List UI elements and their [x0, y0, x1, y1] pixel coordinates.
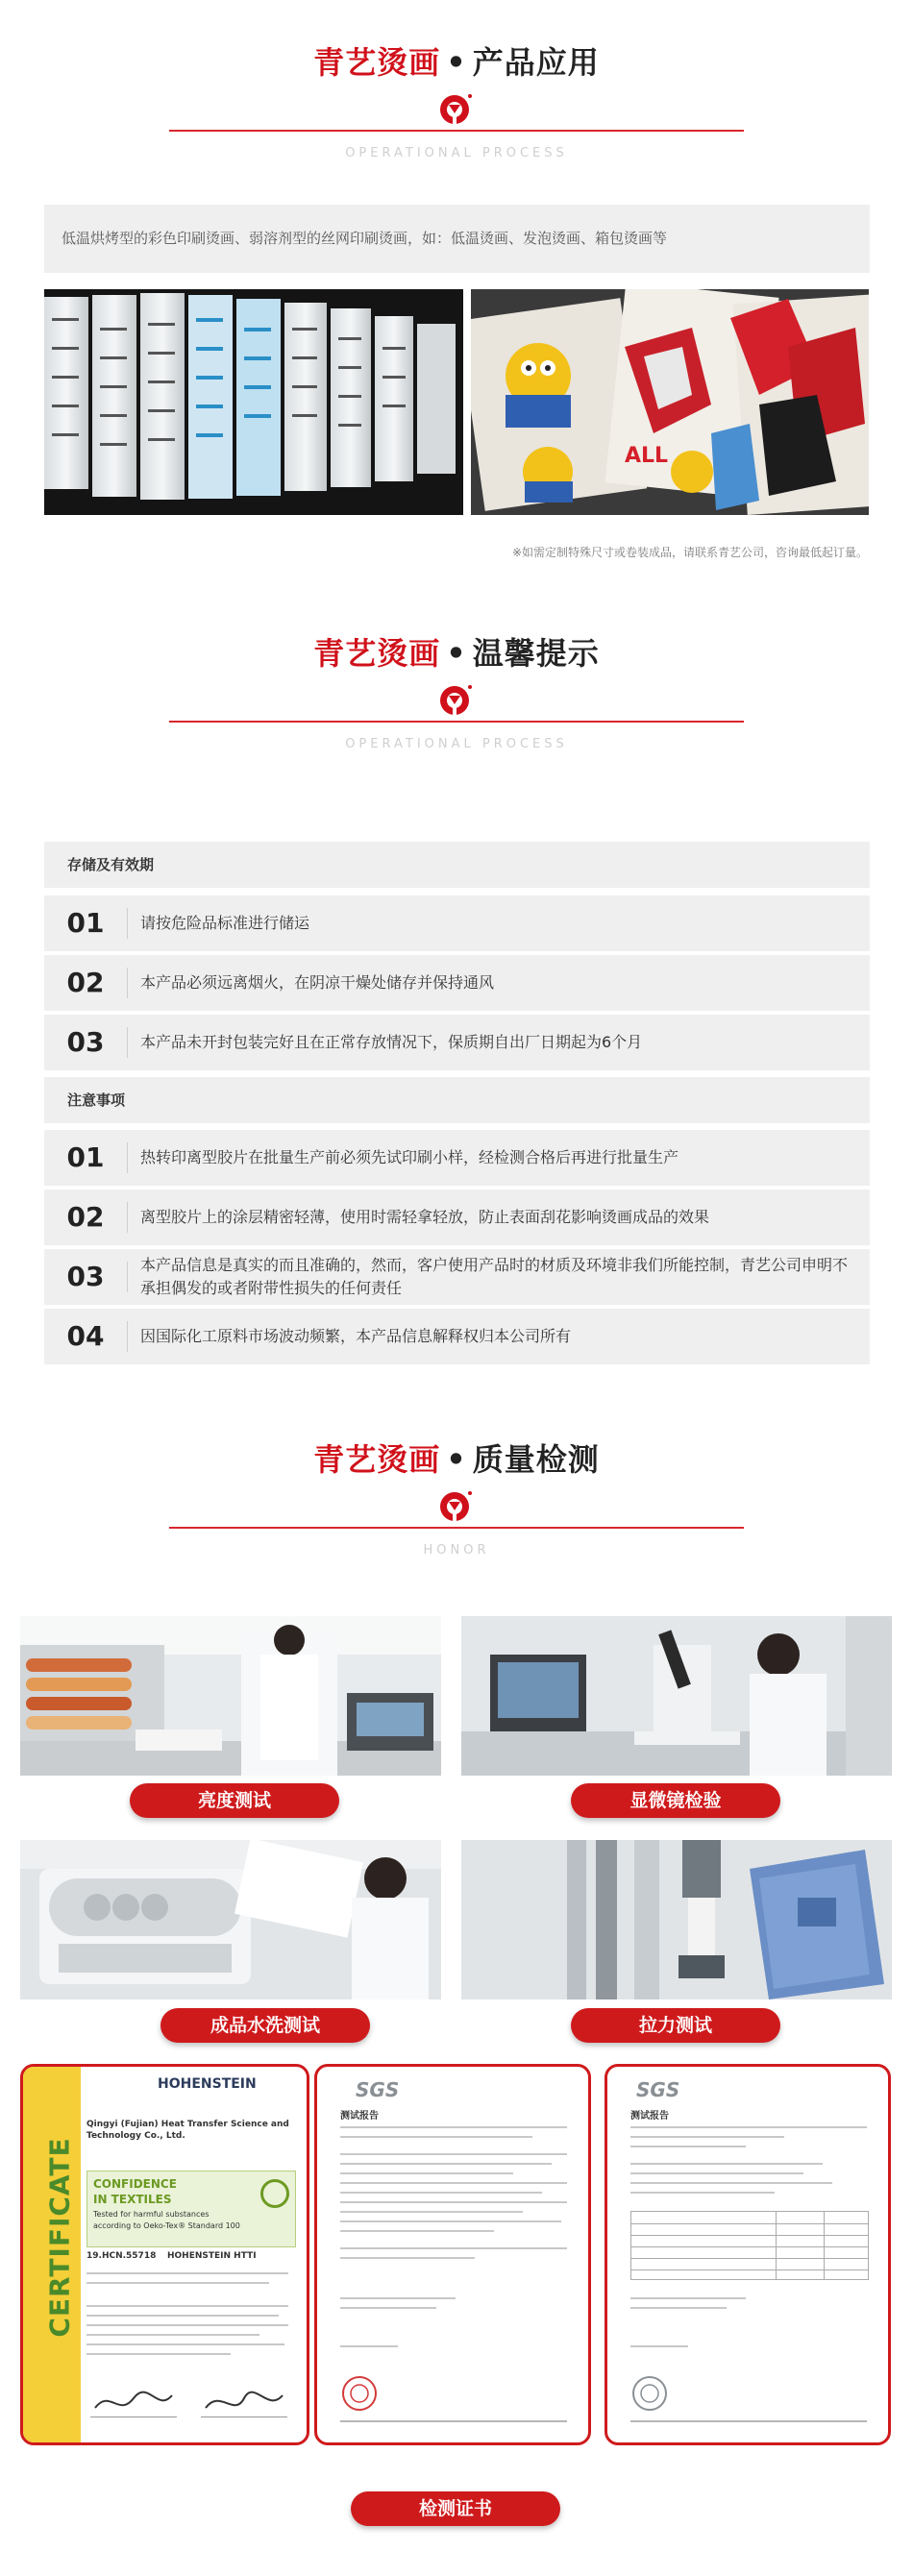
application-header: [0, 38, 913, 183]
oeko-tex-certificate: [20, 2064, 309, 2445]
certificate-number: 19.HCN.55718: [86, 2251, 157, 2261]
certificate-vertical-word: CERTIFICATE: [43, 2136, 76, 2338]
item-text: 因国际化工原料市场波动频繁，本产品信息解释权归本公司所有: [140, 1327, 572, 1345]
item-number: 01: [66, 1141, 105, 1173]
item-number: 02: [66, 967, 105, 998]
qingyi-logo-icon: [438, 683, 473, 718]
brand-name: 青艺烫画: [313, 635, 441, 672]
microscope-test-label: 显微镜检验: [571, 1783, 780, 1818]
tips-title: 青艺烫画 • 温馨提示: [313, 635, 600, 672]
quality-subtitle: HONOR: [423, 1543, 490, 1558]
item-number: 02: [66, 1201, 105, 1233]
item-text: 本产品未开封包装完好且在正常存放情况下，保质期自出厂日期起为6个月: [140, 1033, 643, 1051]
photo-microscope-test: [461, 1616, 892, 1776]
brightness-test-label: 亮度测试: [130, 1783, 339, 1818]
brand-name: 青艺烫画: [313, 1441, 441, 1478]
photo-wash-test: [20, 1840, 441, 1999]
qingyi-logo-icon: [438, 1489, 473, 1524]
photo-tensile-test: [461, 1840, 892, 1999]
header-divider: [169, 1527, 744, 1529]
item-text: 请按危险品标准进行储运: [140, 914, 310, 932]
stamp-icon: [340, 2374, 398, 2413]
sgs-report-title: 测试报告: [340, 2111, 379, 2122]
item-number: 03: [66, 1261, 105, 1292]
wash-test-label: 成品水洗测试: [160, 2008, 370, 2043]
quality-header: [0, 1435, 913, 1580]
brand-name: 青艺烫画: [313, 44, 441, 81]
item-text: 热转印离型胶片在批量生产前必须先试印刷小样，经检测合格后再进行批量生产: [140, 1148, 679, 1166]
sgs-report-2: [605, 2064, 891, 2445]
svg-text:ALL: ALL: [625, 444, 669, 468]
certificates-label: 检测证书: [351, 2491, 560, 2526]
certificate-institute: HOHENSTEIN HTTI: [167, 2251, 257, 2261]
hohenstein-logo: HOHENSTEIN: [158, 2076, 257, 2092]
photo-film-rolls: [44, 289, 463, 515]
application-description: 低温烘烤型的彩色印刷烫画、弱溶剂型的丝网印刷烫画，如：低温烫画、发泡烫画、箱包烫画等: [44, 205, 870, 273]
item-number: 04: [66, 1320, 105, 1352]
tips-header: [0, 629, 913, 773]
application-subtitle: OPERATIONAL PROCESS: [345, 146, 568, 160]
list-item: [44, 1015, 870, 1070]
storage-heading: 存储及有效期: [44, 842, 870, 888]
sgs-seal-icon: [630, 2374, 688, 2413]
item-number: 03: [66, 1026, 105, 1058]
list-item: [44, 895, 870, 951]
list-item: [44, 1130, 870, 1186]
signatures: [90, 2384, 292, 2422]
list-item: [44, 1190, 870, 1245]
oeko-badge-icon: [260, 2179, 289, 2208]
quality-title: 青艺烫画 • 质量检测: [313, 1441, 600, 1478]
confidence-badge: CONFIDENCE IN TEXTILES Tested for harmful substances according to Oeko-Tex® Standard 100: [86, 2171, 296, 2247]
sgs-report-title: 测试报告: [630, 2111, 669, 2122]
certificate-company: Qingyi (Fujian) Heat Transfer Science and Technology Co., Ltd.: [86, 2120, 289, 2141]
application-title: 青艺烫画 • 产品应用: [313, 44, 600, 81]
item-number: 01: [66, 907, 105, 939]
header-divider: [169, 130, 744, 132]
sgs-report-1: [314, 2064, 591, 2445]
notice-heading: 注意事项: [44, 1077, 870, 1123]
photo-cartoon-transfers: [471, 289, 869, 515]
photo-brightness-test: [20, 1616, 441, 1776]
application-note: ※如需定制特殊尺寸或卷装成品，请联系青艺公司，咨询最低起订量。: [511, 546, 868, 559]
item-text: 离型胶片上的涂层精密轻薄，使用时需轻拿轻放，防止表面刮花影响烫画成品的效果: [140, 1208, 710, 1226]
item-text: 本产品必须远离烟火，在阴凉干燥处储存并保持通风: [140, 973, 495, 992]
tips-subtitle: OPERATIONAL PROCESS: [345, 737, 568, 751]
tensile-test-label: 拉力测试: [571, 2008, 780, 2043]
item-text: 本产品信息是真实的而且准确的，然而，客户使用产品时的材质及环境非我们所能控制，青艺公司申明不承担偶发的或者附带性损失的任何责任: [140, 1256, 849, 1297]
list-item: [44, 1249, 870, 1305]
sgs-logo: SGS: [636, 2078, 680, 2101]
results-table: [630, 2211, 869, 2280]
list-item: [44, 955, 870, 1011]
sgs-logo: SGS: [356, 2078, 400, 2101]
qingyi-logo-icon: [438, 92, 473, 127]
header-divider: [169, 721, 744, 723]
list-item: [44, 1309, 870, 1364]
